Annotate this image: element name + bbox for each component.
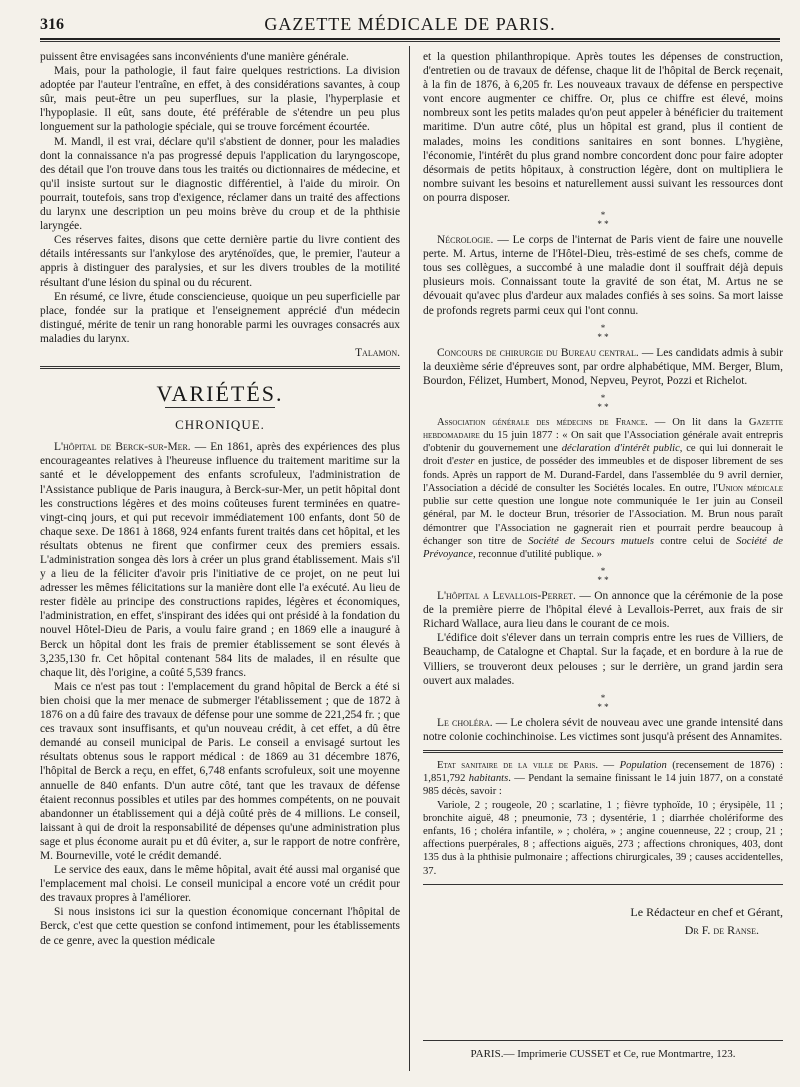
berck-paragraph: Si nous insistons ici sur la question économique concernant l'hôpital de Berck, c'est que cette question se confond intimement, pour les établissements de ce genre, avec la question médicale xyxy=(40,906,400,947)
berck-paragraph: Le service des eaux, dans le même hôpital, avait été aussi mal organisé que l'emplacement mal choisi. Le conseil municipal a encore voté un crédit pour des travaux propres à l'améliorer. xyxy=(40,864,400,905)
separator-stars: * * * xyxy=(597,210,609,230)
necrology-item xyxy=(423,233,783,318)
association-text: publie sur cette question une longue note communiquée le 1er juin au Conseil général, par M. le docteur Brun, trésorier de l'Association. M. Brun nous paraît démontrer que l'Association ne gagnerait rien et pourrait perdre beaucoup à échanger son titre de xyxy=(423,496,783,547)
association-item xyxy=(423,416,783,561)
berck-lead: L'hôpital de Berck-sur-Mer. xyxy=(54,441,191,454)
editor-line: Le Rédacteur en chef et Gérant, xyxy=(630,904,783,919)
journal-title: GAZETTE MÉDICALE DE PARIS. xyxy=(264,14,556,34)
levallois-item xyxy=(423,589,783,631)
necrology-lead: Nécrologie. xyxy=(437,234,494,247)
concours-lead: Concours de chirurgie du Bureau central. xyxy=(437,346,639,359)
column-divider xyxy=(409,46,410,1071)
association-lead: Association générale des médecins de France. xyxy=(437,416,648,428)
page-number: 316 xyxy=(40,16,64,33)
concours-text: — Les candidats admis à subir la deuxième série d'épreuves sont, par ordre alphabétique, MM. Berger, Blum, Bourdon, Félizet, Humbert, Monod, Nepveu, Peyrot, Pozzi et Richelot. xyxy=(423,346,783,387)
necrology-text: — Le corps de l'internat de Paris vient de faire une nouvelle perte. M. Artus, interne de l'Hôtel-Dieu, très-estimé de ses chefs, comme de tous ses collègues, a succombé à une maladie dont il souffrait déjà depuis plusieurs mois. Connaissant toute la gravité de son état, M. Artus ne se dévouait qu'avec plus d'ardeur aux malades confiés à ses soins. Sa mort laisse de profonds regrets parmi ceux qui l'ont connu. xyxy=(423,234,783,317)
separator-stars: * * * xyxy=(597,692,609,712)
printer-rule xyxy=(423,1040,783,1041)
levallois-text: — On annonce que la cérémonie de la pose de la première pierre de l'hôpital élevé à Levallois-Perret, aux frais de sir Richard Wallace, aura lieu dans le courant de ce mois. xyxy=(423,590,783,631)
separator-stars: * * * xyxy=(597,566,609,586)
review-paragraph: Mais, pour la pathologie, il faut faire quelques restrictions. La division adoptée par l'auteur l'entraîne, en effet, à des considérations savantes, à coup sûr, mais peut-être un peu superflues, sur la plasie, l'hyperplasie et l'hypoplasie. Il eût, sans doute, été préférable de s'étendre un peu plus longuement sur la pathologie spéciale, qui se trouve forcément écourtée. xyxy=(40,65,400,134)
association-text: du 15 juin 1877 : « On sait que l'Association générale avait entrepris d'obtenir du gouvernement une xyxy=(423,430,783,455)
association-emphasis: déclaration d'intérêt public xyxy=(561,443,680,455)
levallois-lead: L'hôpital a Levallois-Perret. xyxy=(437,590,576,603)
section-separator xyxy=(423,750,783,753)
association-text: — On lit dans la xyxy=(647,416,749,428)
etat-text: — xyxy=(598,759,620,771)
subsection-title: CHRONIQUE. xyxy=(175,417,265,433)
concours-item xyxy=(423,346,783,388)
left-column xyxy=(40,50,400,948)
review-paragraph: En résumé, ce livre, étude consciencieuse, quoique un peu superficielle par place, fondée sur la pratique et l'enseignement apprécié d'un médecin distingué, mérite de tenir un rang honorable parmi les ouvrages consacrés aux maladies du larynx. xyxy=(40,290,400,345)
section-separator xyxy=(423,884,783,885)
etat-text: (recensement de 1876) : 1,851,792 xyxy=(423,759,783,785)
cholera-item xyxy=(423,716,783,744)
title-rule xyxy=(165,407,275,408)
right-column xyxy=(423,50,783,939)
section-separator xyxy=(40,366,400,369)
berck-continuation: et la question philanthropique. Après toutes les dépenses de construction, d'entretien ou de travaux de défense, chaque lit de l'hôpital de Berck reçenait, à la fin de 1876, à 6,205 fr. Les nouveaux travaux de défense en perspective vont encore augmenter ce chiffre. Or, plus ce chiffre est élevé, moins nombreux sont les petits malades qu'on peut appeler à bénéficier du traitement maritime. D'un autre côté, plus un hôpital est grand, plus il contient de malades, moins les conditions sanitaires en sont bonnes. L'hygiène, l'économie, l'intérêt du plus grand nombre concordent donc pour faire adopter désormais de petits hôpitaux, à construction légère, dont on multipliera le nombre suivant les besoins et naturellement aussi suivant les ressources dont on pourra disposer. xyxy=(423,51,783,204)
cholera-text: — Le cholera sévit de nouveau avec une grande intensité dans notre colonie cochinchinoise. Les victimes sont jusqu'à présent des Annamites. xyxy=(423,716,783,743)
berck-text: — En 1861, après des expériences des plus encourageantes relatives à l'heureuse influence du traitement maritime sur la santé et le développement des enfants scrofuleux, l'administration de l'Assistance publique de Paris inaugura, à Berck-sur-Mer, un petit hôpital dont les constructions légères et des moins coûteuses furent terminées en quatre-vingt-cinq jours, et qui put recevoir immédiatement 100 enfants, dont 50 de chaque sexe. De 1861 à 1868, 924 enfants furent traités dans cet hôpital, et les résultats obtenus ne firent que confirmer ceux des premiers essais. L'administration songea dès lors à créer un plus grand établissement. Mais s'il y a lieu de la féliciter d'avoir pris l'initiative de ce projet, on ne peut lui adresser les mêmes félicitations sur la manière dont elle l'a exécuté. Au lieu de rester fidèle au principe des constructions rapides, légères et économiques, l'administration, en effet, s'inspirant des idées qui ont présidé à la fondation du nouvel Hôtel-Dieu de Paris, a voulu faire grand ; en 1869 elle a inauguré à Berck un hôpital dont les frais de premier établissement se sont élevés à 3,235,130 fr. Cet hôpital contenant 584 lits de malades, il en résulte que chaque lit, dès l'origine, a coûté 5,539 francs. xyxy=(40,441,400,679)
etat-emphasis: Population xyxy=(619,759,667,771)
page-header xyxy=(40,10,780,40)
printer-imprint: PARIS.— Imprimerie CUSSET et Ce, rue Montmartre, 123. xyxy=(470,1048,736,1060)
association-emphasis: Société de Secours mutuels xyxy=(528,535,654,547)
review-paragraph: Ces réserves faites, disons que cette dernière partie du livre contient des détails intéressants sur l'ankylose des aryténoïdes, que, le premier, l'auteur a appris à distinguer des paralysies, et sur les divers troubles de la motilité résultant d'une lésion du spinal ou du récurent. xyxy=(40,234,400,289)
association-source: Gazette hebdomadaire xyxy=(423,416,783,442)
separator-stars: * * * xyxy=(597,392,609,412)
association-text: , ce qui lui donnerait le droit d' xyxy=(423,443,784,468)
etat-emphasis: habitants xyxy=(468,773,509,785)
association-emphasis: Société de Prévoyance xyxy=(423,535,783,560)
association-emphasis: ester xyxy=(453,456,475,468)
section-title: VARIÉTÉS. xyxy=(156,381,284,407)
header-rule xyxy=(40,41,780,42)
association-text: en justice, de posséder des immeubles et de disposer librement de ses fonds. Après un rapport de M. Durand-Fardel, dans l'assemblée du 9 avril dernier, l'Association a décidé de consulter les Sociétés locales. En outre, l' xyxy=(423,456,783,494)
review-signature: Talamon. xyxy=(355,346,400,359)
cholera-lead: Le choléra. xyxy=(437,716,493,729)
association-text: contre celui de xyxy=(654,535,737,547)
editor-name: Dr F. de Ranse. xyxy=(684,922,759,937)
review-paragraph: M. Mandl, il est vrai, déclare qu'il s'abstient de donner, pour les maladies dont la connaissance n'a pas progressé depuis l'application du laryngoscope, des détail que l'on trouve dans tous les traités ou dictionnaires de médecine, et qu'il insiste surtout sur le diagnostic différentiel, à l'aide du miroir. On pourrait, toutefois, sans trop d'exigence, réclamer dans un traité des affections du larynx une description un peu moins brève du croup et de la phthisie laryngée. xyxy=(40,135,400,233)
association-source: Union médicale xyxy=(717,482,783,494)
etat-details: Variole, 2 ; rougeole, 20 ; scarlatine, 1 ; fièvre typhoïde, 10 ; érysipèle, 11 ; bronchite aiguë, 48 ; pneumonie, 73 ; dysentérie, 1 ; diarrhée cholériforme des enfants, 16 ; choléra infantile, » ; choléra, » ; angine couenneuse, 22 ; croup, 21 ; affections puerpérales, 8 ; affections aiguës, 273 ; affections chroniques, 403, dont 135 dus à la phthisie pulmonaire ; affections chirurgicales, 39 ; causes accidentelles, 37. xyxy=(423,799,783,877)
levallois-paragraph: L'édifice doit s'élever dans un terrain compris entre les rues de Villiers, de Beauchamp, de Catalogne et Chaptal. Sur la façade, et en bordure à la rue de Villiers, se trouveront deux pelouses ; sur le derrière, un grand jardin sera ouvert aux malades. xyxy=(423,632,783,687)
berck-article xyxy=(40,440,400,680)
separator-stars: * * * xyxy=(597,322,609,342)
editor-signature xyxy=(423,903,783,939)
etat-sanitaire-item xyxy=(423,759,783,799)
review-paragraph: puissent être envisagées sans inconvénients d'une manière générale. xyxy=(40,51,349,63)
etat-lead: Etat sanitaire de la ville de Paris. xyxy=(437,759,598,771)
berck-paragraph: Mais ce n'est pas tout : l'emplacement du grand hôpital de Berck a été si bien choisi que la mer menace de submerger l'établissement ; que de 1872 à 1876 on a dû faire des travaux de défense pour une somme de 221,254 fr. ; que ces travaux sont insuffisants, et qu'un nouveau crédit, à cet effet, a dû être demandé au conseil municipal de Paris. Le conseil a envisagé surtout les résultats obtenus sous le rapport médical : de 1869 au 31 décembre 1876, l'hôpital de Berck a reçu, en effet, 6,748 enfants scrofuleux, soit une moyenne annuelle de 840 enfants. D'un autre côté, tant que les travaux de défense étaient reconnus possibles et utiles par des hommes compétents, on ne pouvait abandonner un établissement qui a déjà coûté près de 4 millions. Le conseil, laissant à qui de droit la responsabilité de dépenses qu'une administration plus sage et plus économe aurait pu et dû éviter, a, sur le rapport de notre confrère, M. Bourneville, voté le crédit demandé. xyxy=(40,680,400,862)
etat-text: . — Pendant la semaine finissant le 14 juin 1877, on a constaté 985 décès, savoir : xyxy=(423,773,783,798)
association-text: , reconnue d'utilité publique. » xyxy=(473,548,603,560)
